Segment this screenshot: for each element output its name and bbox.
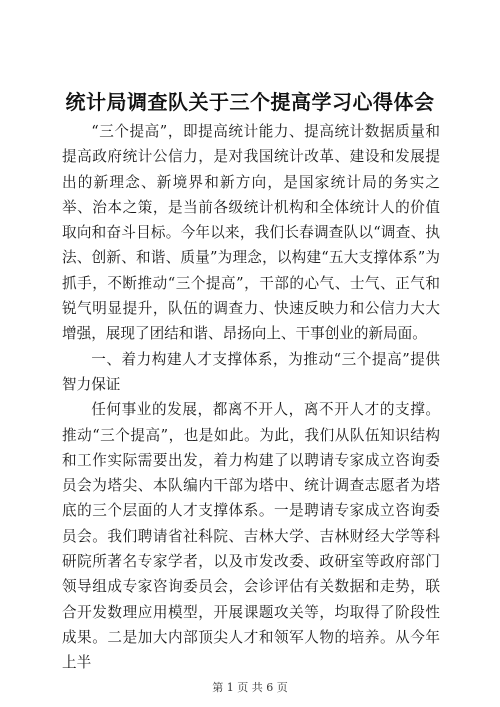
- paragraph-intro: “三个提高”，即提高统计能力、提高统计数据质量和提高政府统计公信力，是对我国统计改革、建设和发展提出的新理念、新境界和新方向，是国家统计局的务实之举、治本之策，是当前各级统计机构和全体统计人的价值取向和奋斗目标。今年以来，我们长春调查队以“调查、执法、创新、和谐、质量”为理念，以构建“五大支撑体系”为抓手，不断推动“三个提高”，干部的心气、士气、正气和锐气明显提升，队伍的调查力、快速反映力和公信力大大增强，展现了团结和谐、昂扬向上、干事创业的新局面。: [62, 123, 440, 343]
- document-title: 统计局调查队关于三个提高学习心得体会: [65, 90, 435, 114]
- paragraph-talent-system: 任何事业的发展，都离不开人，离不开人才的支撑。推动“三个提高”，也是如此。为此，我们从队伍知识结构和工作实际需要出发，着力构建了以聘请专家成立咨询委员会为塔尖、本队编内干部为塔中、统计调查志愿者为塔底的三个层面的人才支撑体系。一是聘请专家成立咨询委员会。我们聘请省社科院、吉林大学、吉林财经大学等科研院所著名专家学者，以及市发改委、政研室等政府部门领导组成专家咨询委员会，会诊评估有关数据和走势，联合开发数理应用模型，开展课题攻关等，均取得了阶段性成果。二是加大内部顶尖人才和领军人物的培养。从今年上半: [62, 401, 440, 672]
- page-footer: 第 1 页 共 6 页: [212, 681, 288, 694]
- document-body: [62, 119, 440, 676]
- paragraph-section-heading: 一、着力构建人才支撑体系，为推动“三个提高”提供智力保证: [62, 350, 440, 393]
